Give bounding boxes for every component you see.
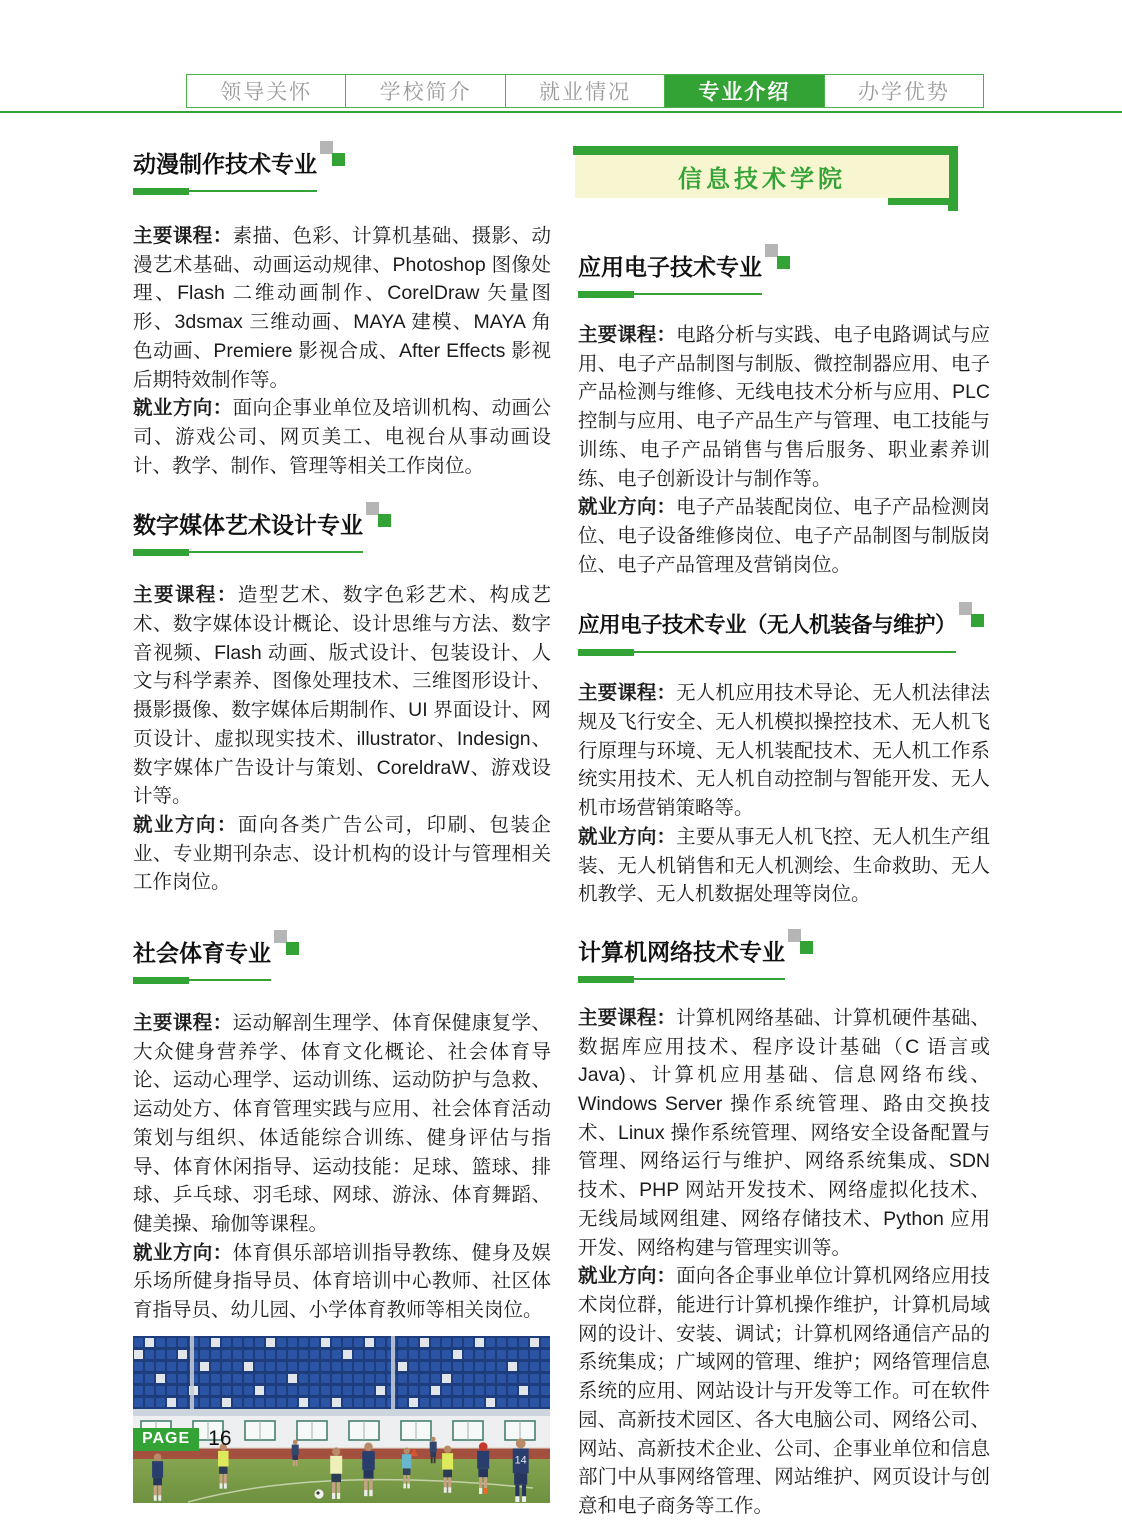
title-deco-squares-icon bbox=[959, 602, 986, 629]
section-title: 数字媒体艺术设计专业 bbox=[133, 512, 363, 539]
courses-paragraph: 主要课程：素描、色彩、计算机基础、摄影、动漫艺术基础、动画运动规律、Photoshop 图像处理、Flash 二维动画制作、CorelDraw 矢量图形、3dsmax 三维动画、MAYA 建模、MAYA 角色动画、Premiere 影视合成、After Effects 影视后期特效制作等。 bbox=[133, 225, 551, 391]
nav-tab-school-intro[interactable]: 学校简介 bbox=[345, 75, 504, 107]
section-social-sports-major bbox=[133, 939, 551, 1325]
title-underline bbox=[578, 649, 956, 656]
section-computer-network-major bbox=[578, 938, 990, 1521]
nav-tab-majors-active[interactable]: 专业介绍 bbox=[664, 75, 823, 107]
title-underline bbox=[133, 188, 317, 195]
careers-paragraph: 就业方向：电子产品装配岗位、电子产品检测岗位、电子设备维修岗位、电子产品制图与制版岗位、电子产品管理及营销岗位。 bbox=[578, 496, 990, 576]
college-banner-title: 信息技术学院 bbox=[575, 155, 949, 198]
title-deco-squares-icon bbox=[274, 930, 301, 957]
courses-paragraph: 主要课程：计算机网络基础、计算机硬件基础、数据库应用技术、程序设计基础（C 语言或 Java)、计算机应用基础、信息网络布线、Windows Server 操作系统管理、路由交换技术、Linux 操作系统管理、网络安全设备配置与管理、网络运行与维护、网络系统集成、SDN 技术、PHP 网站开发技术、网络虚拟化技术、无线局域网组建、网络存储技术、Python 应用开发、网络构建与管理实训等。 bbox=[578, 1006, 990, 1259]
courses-paragraph: 主要课程：电路分析与实践、电子电路调试与应用、电子产品制图与制版、微控制器应用、电子产品检测与维修、无线电技术分析与应用、PLC 控制与应用、电子产品生产与管理、电工技能与训练、电子产品销售与售后服务、职业素养训练、电子创新设计与制作等。 bbox=[578, 324, 990, 490]
careers-paragraph: 就业方向：面向各类广告公司，印刷、包装企业、专业期刊杂志、设计机构的设计与管理相关工作岗位。 bbox=[133, 813, 551, 894]
left-column bbox=[133, 140, 551, 1503]
college-banner bbox=[578, 146, 990, 212]
careers-paragraph: 就业方向：面向各企事业单位计算机网络应用技术岗位群，能进行计算机操作维护，计算机局域网的设计、安装、调试；计算机网络通信产品的系统集成；广域网的管理、维护；网络管理信息系统的应用、网站设计与开发等工作。可在软件园、高新技术园区、各大电脑公司、网络公司、网站、高新技术企业、公司、企事业单位和信息部门中从事网络管理、网站维护、网页设计与创意和电子商务等工作。 bbox=[578, 1265, 990, 1517]
svg-text:14: 14 bbox=[514, 1454, 527, 1467]
section-applied-electronics-major bbox=[578, 253, 990, 579]
careers-paragraph: 就业方向：面向企事业单位及培训机构、动画公司、游戏公司、网页美工、电视台从事动画设计、教学、制作、管理等相关工作岗位。 bbox=[133, 397, 551, 477]
section-title: 计算机网络技术专业 bbox=[578, 938, 785, 965]
courses-paragraph: 主要课程：无人机应用技术导论、无人机法律法规及飞行安全、无人机模拟操控技术、无人机飞行原理与环境、无人机装配技术、无人机工作系统实用技术、无人机自动控制与智能开发、无人机市场营销策略等。 bbox=[578, 682, 990, 820]
title-underline bbox=[578, 291, 762, 298]
section-title: 应用电子技术专业 bbox=[578, 254, 762, 280]
title-deco-squares-icon bbox=[788, 929, 815, 956]
section-digital-media-major bbox=[133, 511, 551, 897]
stand-stairs bbox=[391, 1336, 395, 1410]
section-uav-major bbox=[578, 611, 990, 909]
section-title: 应用电子技术专业（无人机装备与维护） bbox=[578, 613, 957, 638]
title-underline bbox=[133, 977, 271, 984]
soccer-ball bbox=[314, 1489, 323, 1498]
top-nav bbox=[186, 74, 984, 108]
nav-tab-advantages[interactable]: 办学优势 bbox=[824, 75, 983, 107]
section-title: 动漫制作技术专业 bbox=[133, 151, 317, 177]
title-deco-squares-icon bbox=[366, 502, 393, 529]
courses-paragraph: 主要课程：运动解剖生理学、体育保健康复学、大众健身营养学、体育文化概论、社会体育导论、运动心理学、运动训练、运动防护与急救、运动处方、体育管理实践与应用、社会体育活动策划与组织、体适能综合训练、健身评估与指导、体育休闲指导、运动技能：足球、篮球、排球、乒乓球、羽毛球、网球、游泳、体育舞蹈、健美操、瑜伽等课程。 bbox=[133, 1012, 551, 1235]
page-footer bbox=[133, 1427, 232, 1451]
nav-tab-employment[interactable]: 就业情况 bbox=[505, 75, 664, 107]
stand-stairs bbox=[190, 1336, 194, 1410]
courses-paragraph: 主要课程：造型艺术、数字色彩艺术、构成艺术、数字媒体设计概论、设计思维与方法、数字音视频、Flash 动画、版式设计、包装设计、人文与科学素养、图像处理技术、三维图形设计、摄影摄像、数字媒体后期制作、UI 界面设计、网页设计、虚拟现实技术、illustrator、Indesign、数字媒体广告设计与策划、CoreldraW、游戏设计等。 bbox=[133, 584, 551, 808]
title-deco-squares-icon bbox=[765, 244, 792, 271]
nav-green-rule bbox=[0, 111, 1122, 113]
page-number: 16 bbox=[208, 1427, 232, 1450]
nav-tab-leadership[interactable]: 领导关怀 bbox=[220, 81, 313, 104]
title-underline bbox=[578, 976, 785, 983]
careers-paragraph: 就业方向：体育俱乐部培训指导教练、健身及娱乐场所健身指导员、体育培训中心教师、社区体育指导员、幼儿园、小学体育教师等相关岗位。 bbox=[133, 1241, 551, 1322]
title-underline bbox=[133, 549, 363, 556]
page-badge: PAGE bbox=[133, 1428, 199, 1451]
right-column bbox=[578, 140, 990, 1521]
section-animation-major bbox=[133, 150, 551, 480]
banner-top-bar bbox=[573, 146, 958, 155]
careers-paragraph: 就业方向：主要从事无人机飞控、无人机生产组装、无人机销售和无人机测绘、生命救助、无人机教学、无人机数据处理等岗位。 bbox=[578, 825, 990, 906]
soccer-field-photo bbox=[133, 1336, 550, 1503]
section-title: 社会体育专业 bbox=[133, 940, 271, 967]
title-deco-squares-icon bbox=[320, 141, 347, 168]
